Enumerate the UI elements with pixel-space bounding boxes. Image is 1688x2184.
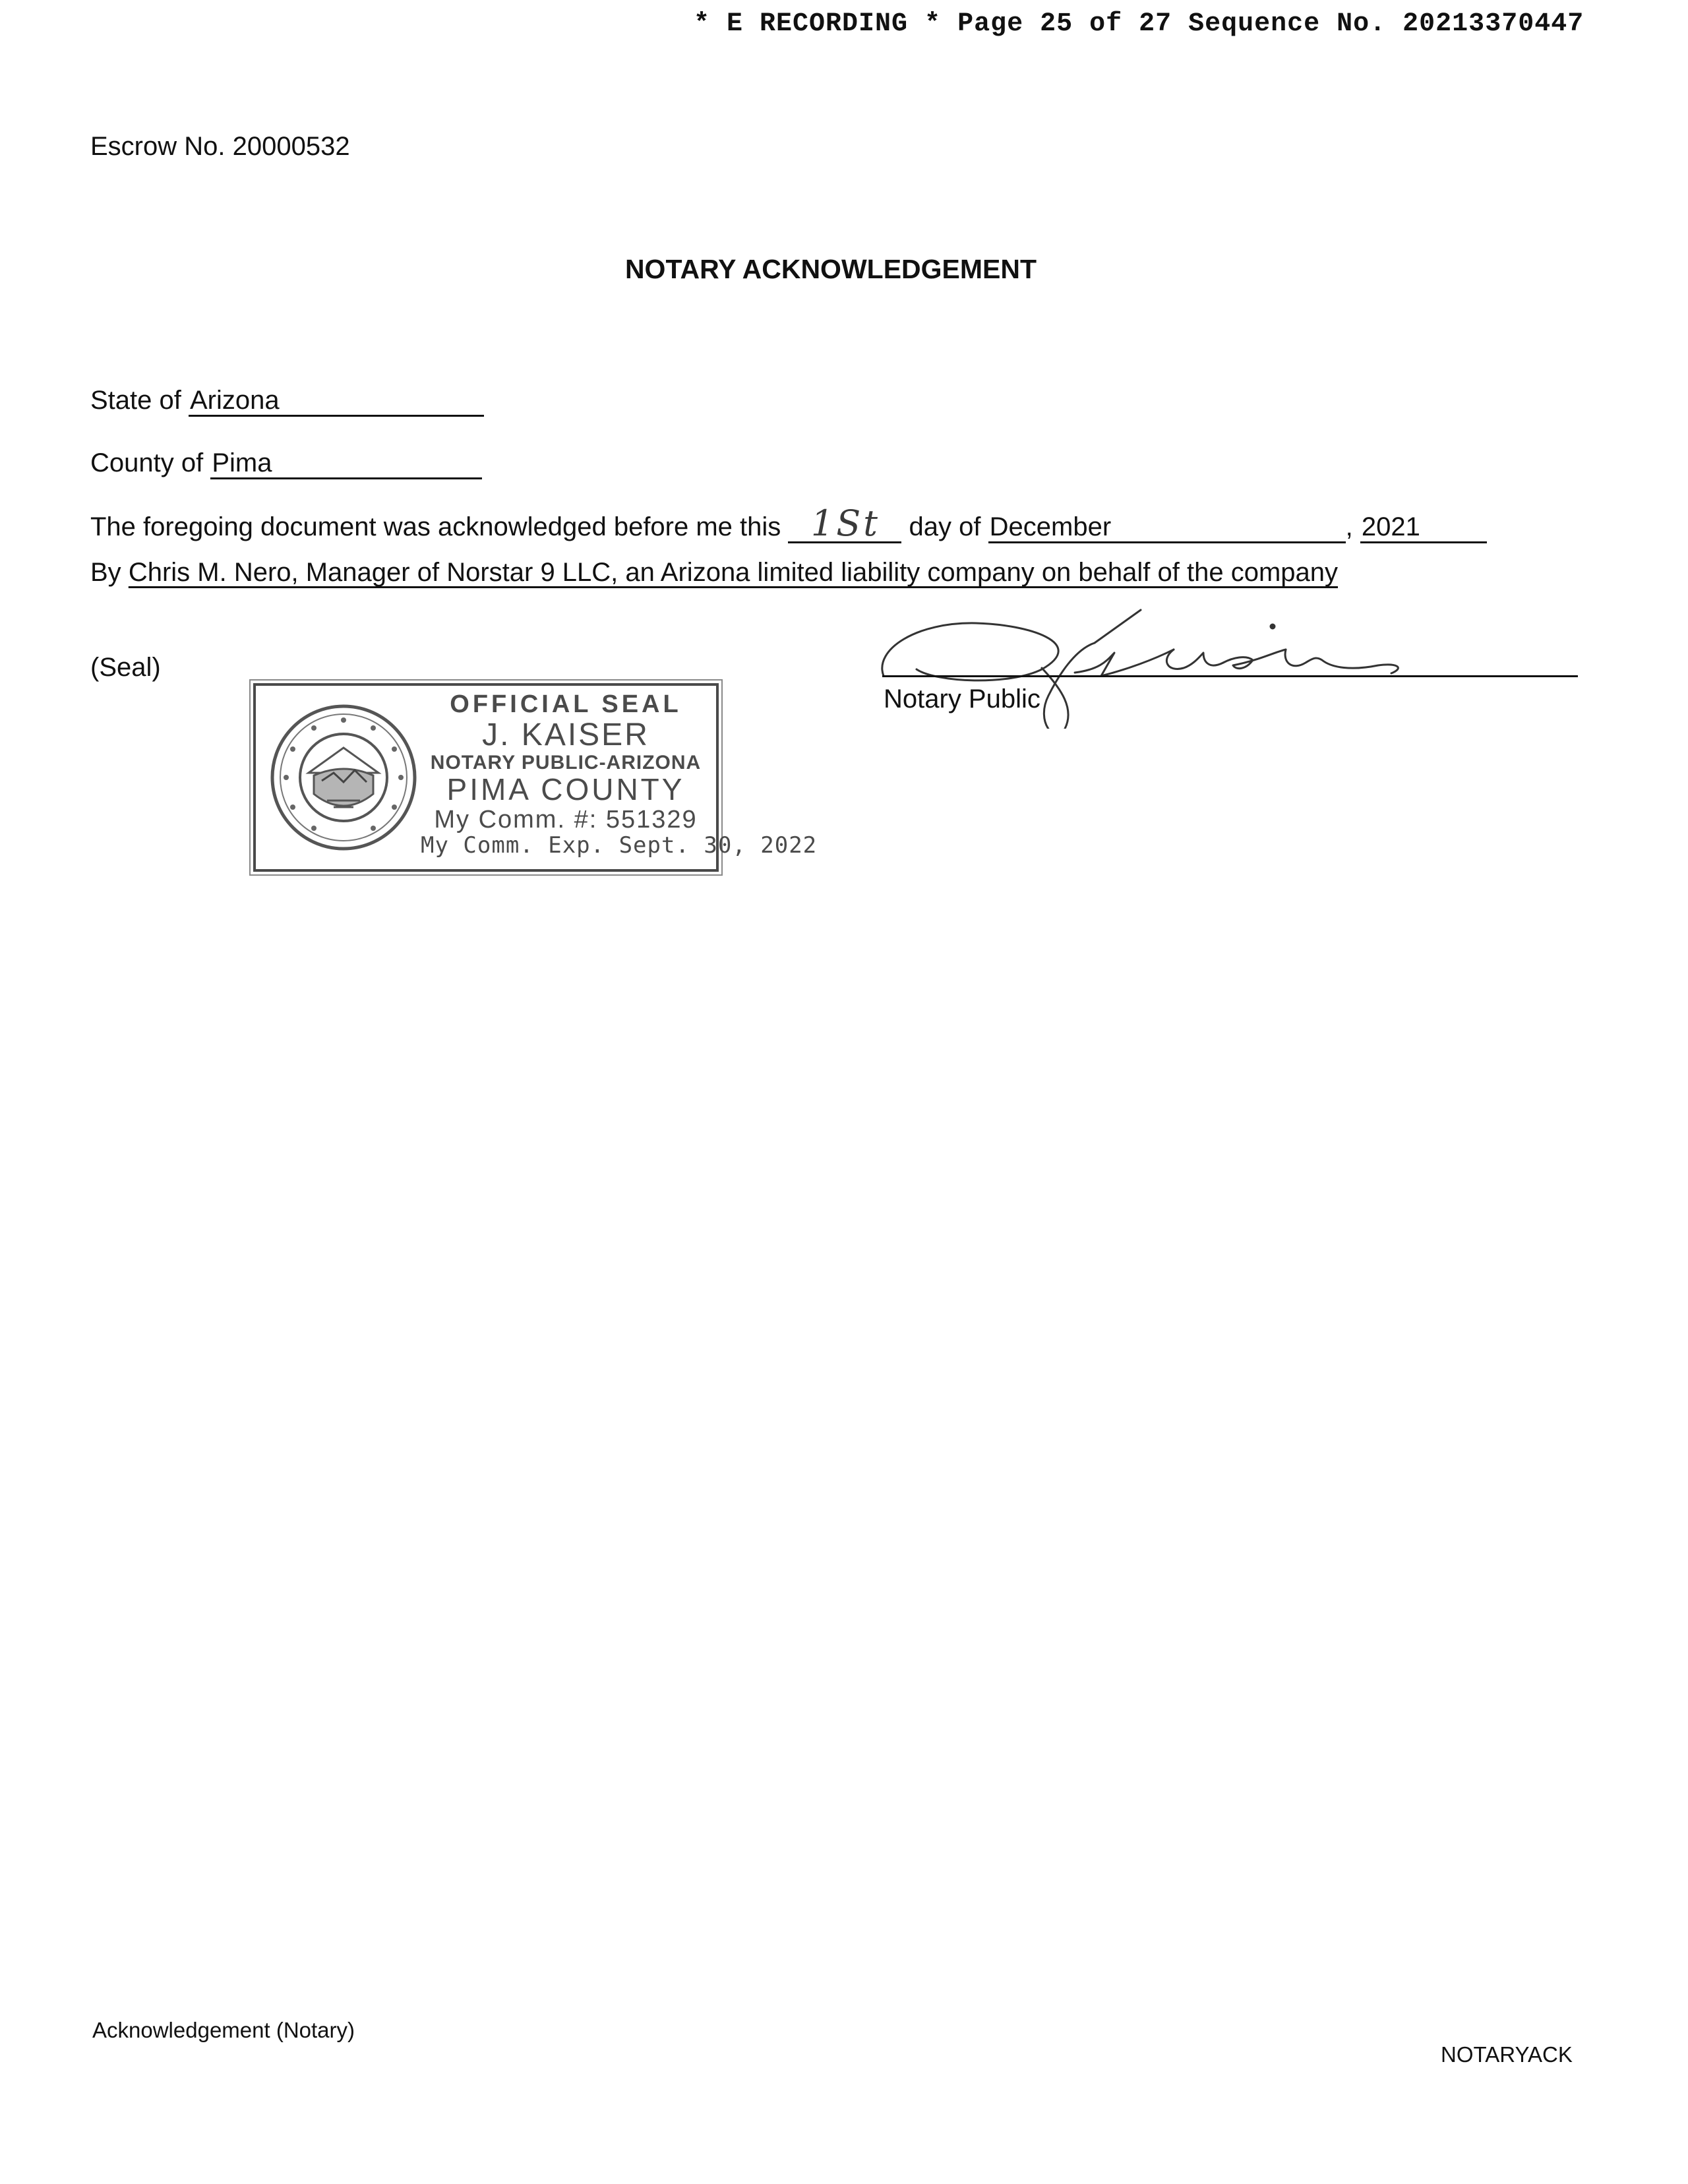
state-seal-emblem-icon [268, 702, 419, 853]
county-label: County of [90, 448, 204, 477]
handwritten-day: 1St [810, 502, 880, 544]
county-line [90, 448, 482, 479]
recording-header: * E RECORDING * Page 25 of 27 Sequence No. 20213370447 [694, 9, 1584, 39]
seal-line-notary: NOTARY PUBLIC-ARIZONA [430, 751, 702, 774]
date-comma: , [1345, 512, 1353, 541]
state-value: Arizona [189, 386, 484, 417]
footer-form-code: NOTARYACK [1441, 2042, 1573, 2067]
seal-line-county: PIMA COUNTY [446, 772, 685, 807]
escrow-number: Escrow No. 20000532 [90, 132, 350, 161]
county-value: Pima [210, 448, 482, 479]
acknowledged-day [788, 502, 901, 544]
seal-line-official: OFFICIAL SEAL [450, 690, 682, 718]
notary-public-label: Notary Public [884, 684, 1040, 713]
official-seal-stamp [253, 683, 818, 872]
seal-line-name: J. KAISER [482, 717, 649, 753]
seal-text [421, 690, 818, 859]
by-label: By [90, 558, 121, 587]
by-value: Chris M. Nero, Manager of Norstar 9 LLC, an Arizona limited liability company on behalf of the company [128, 558, 1339, 587]
acknowledged-prefix: The foregoing document was acknowledged before me this [90, 512, 781, 541]
seal-line-comm-exp: My Comm. Exp. Sept. 30, 2022 [421, 832, 818, 859]
acknowledged-line [90, 502, 1487, 544]
seal-label: (Seal) [90, 653, 161, 682]
seal-line-comm-number: My Comm. #: 551329 [434, 805, 698, 834]
notary-signature-line [882, 675, 1578, 677]
day-of-label: day of [909, 512, 981, 541]
footer-form-name: Acknowledgement (Notary) [92, 2018, 355, 2042]
state-label: State of [90, 386, 181, 415]
document-title: NOTARY ACKNOWLEDGEMENT [624, 254, 1037, 284]
state-line [90, 386, 484, 417]
by-line [90, 558, 1338, 588]
acknowledged-year: 2021 [1360, 512, 1487, 543]
acknowledged-month: December [988, 512, 1346, 543]
